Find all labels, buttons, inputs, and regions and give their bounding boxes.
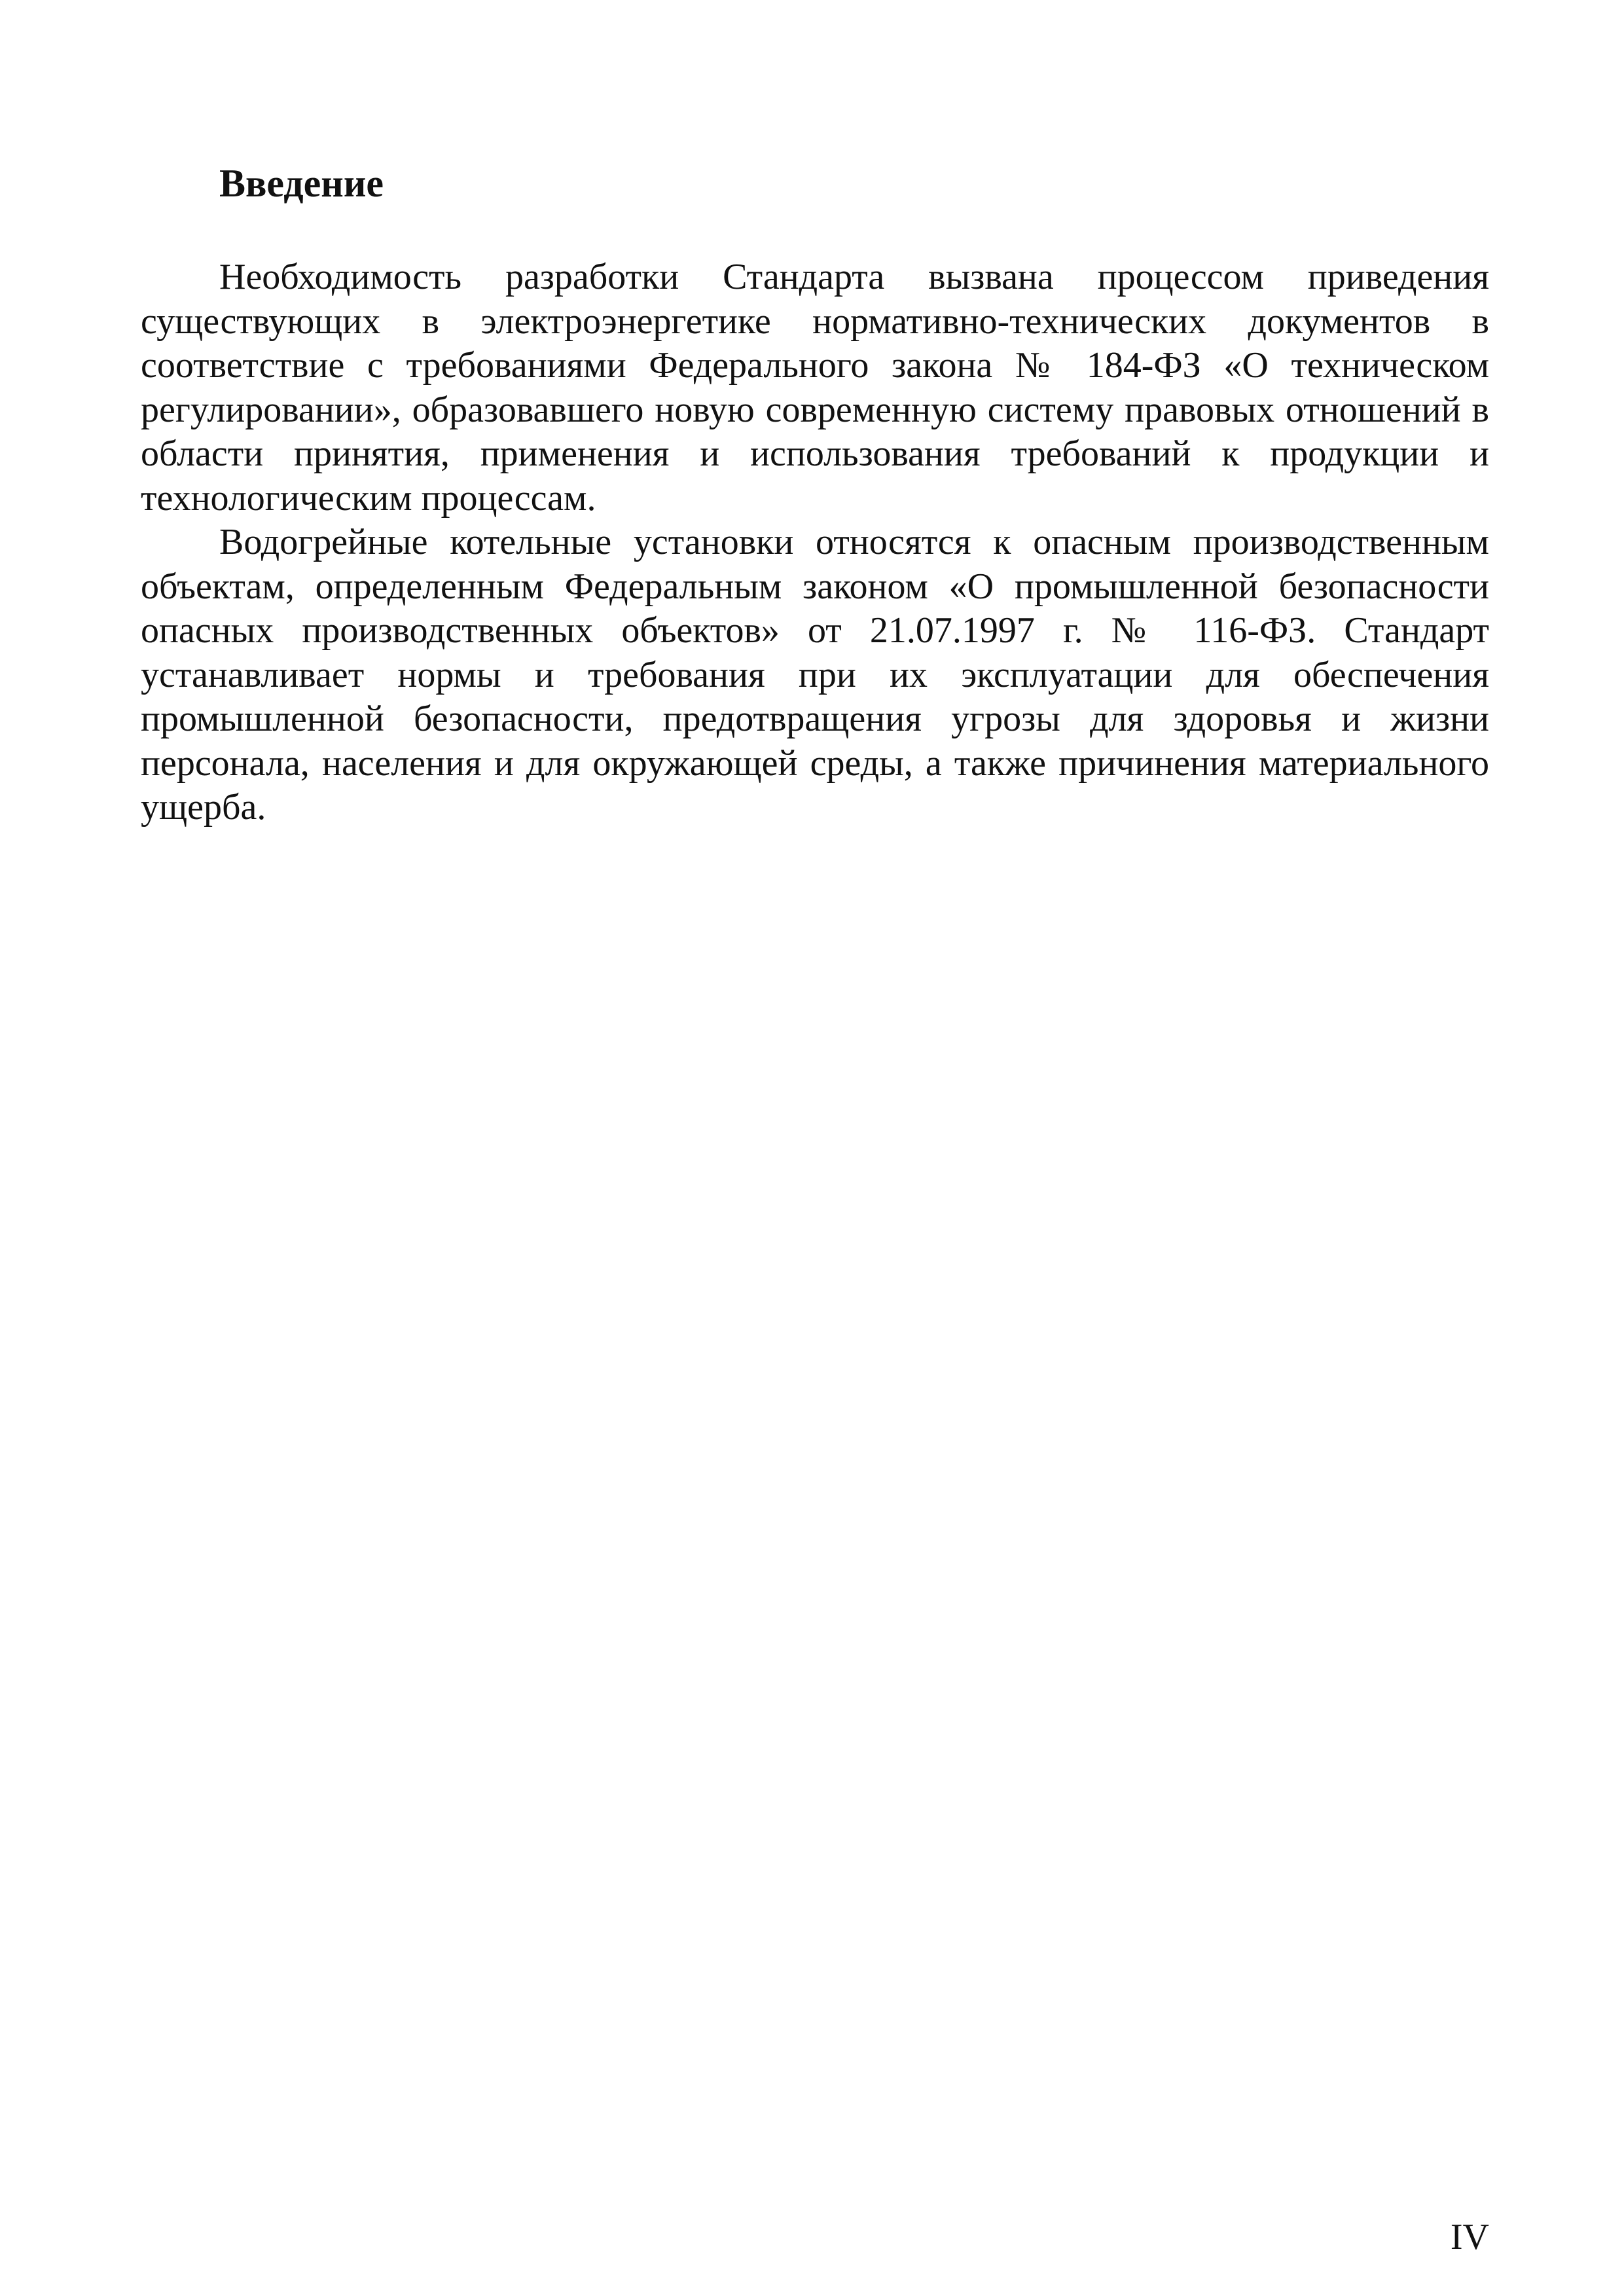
- body-text: [141, 255, 1489, 830]
- page-content: [141, 151, 1489, 830]
- page-number: IV: [1450, 2217, 1489, 2257]
- paragraph-boiler-installations: Водогрейные котельные установки относятся к опасным производственным объектам, определенным Федеральным законом «О промышленной безопасности опасных производственных объектов» от 21.07.1997 г. № 116-ФЗ. Стандарт устанавливает нормы и требования при их эксплуатации для обеспечения промышленной безопасности, предотвращения угрозы для здоровья и жизни персонала, населения и для окружающей среды, а также причинения материального ущерба.: [141, 522, 1489, 828]
- paragraph-standard-necessity: Необходимость разработки Стандарта вызвана процессом приведения существующих в электроэнергетике нормативно-технических документов в соответствие с требованиями Федерального закона № 184-ФЗ «О техническом регулировании», образовавшего новую современную систему правовых отношений в области принятия, применения и использования требований к продукции и технологическим процессам.: [141, 257, 1489, 519]
- section-heading: Введение: [219, 162, 384, 205]
